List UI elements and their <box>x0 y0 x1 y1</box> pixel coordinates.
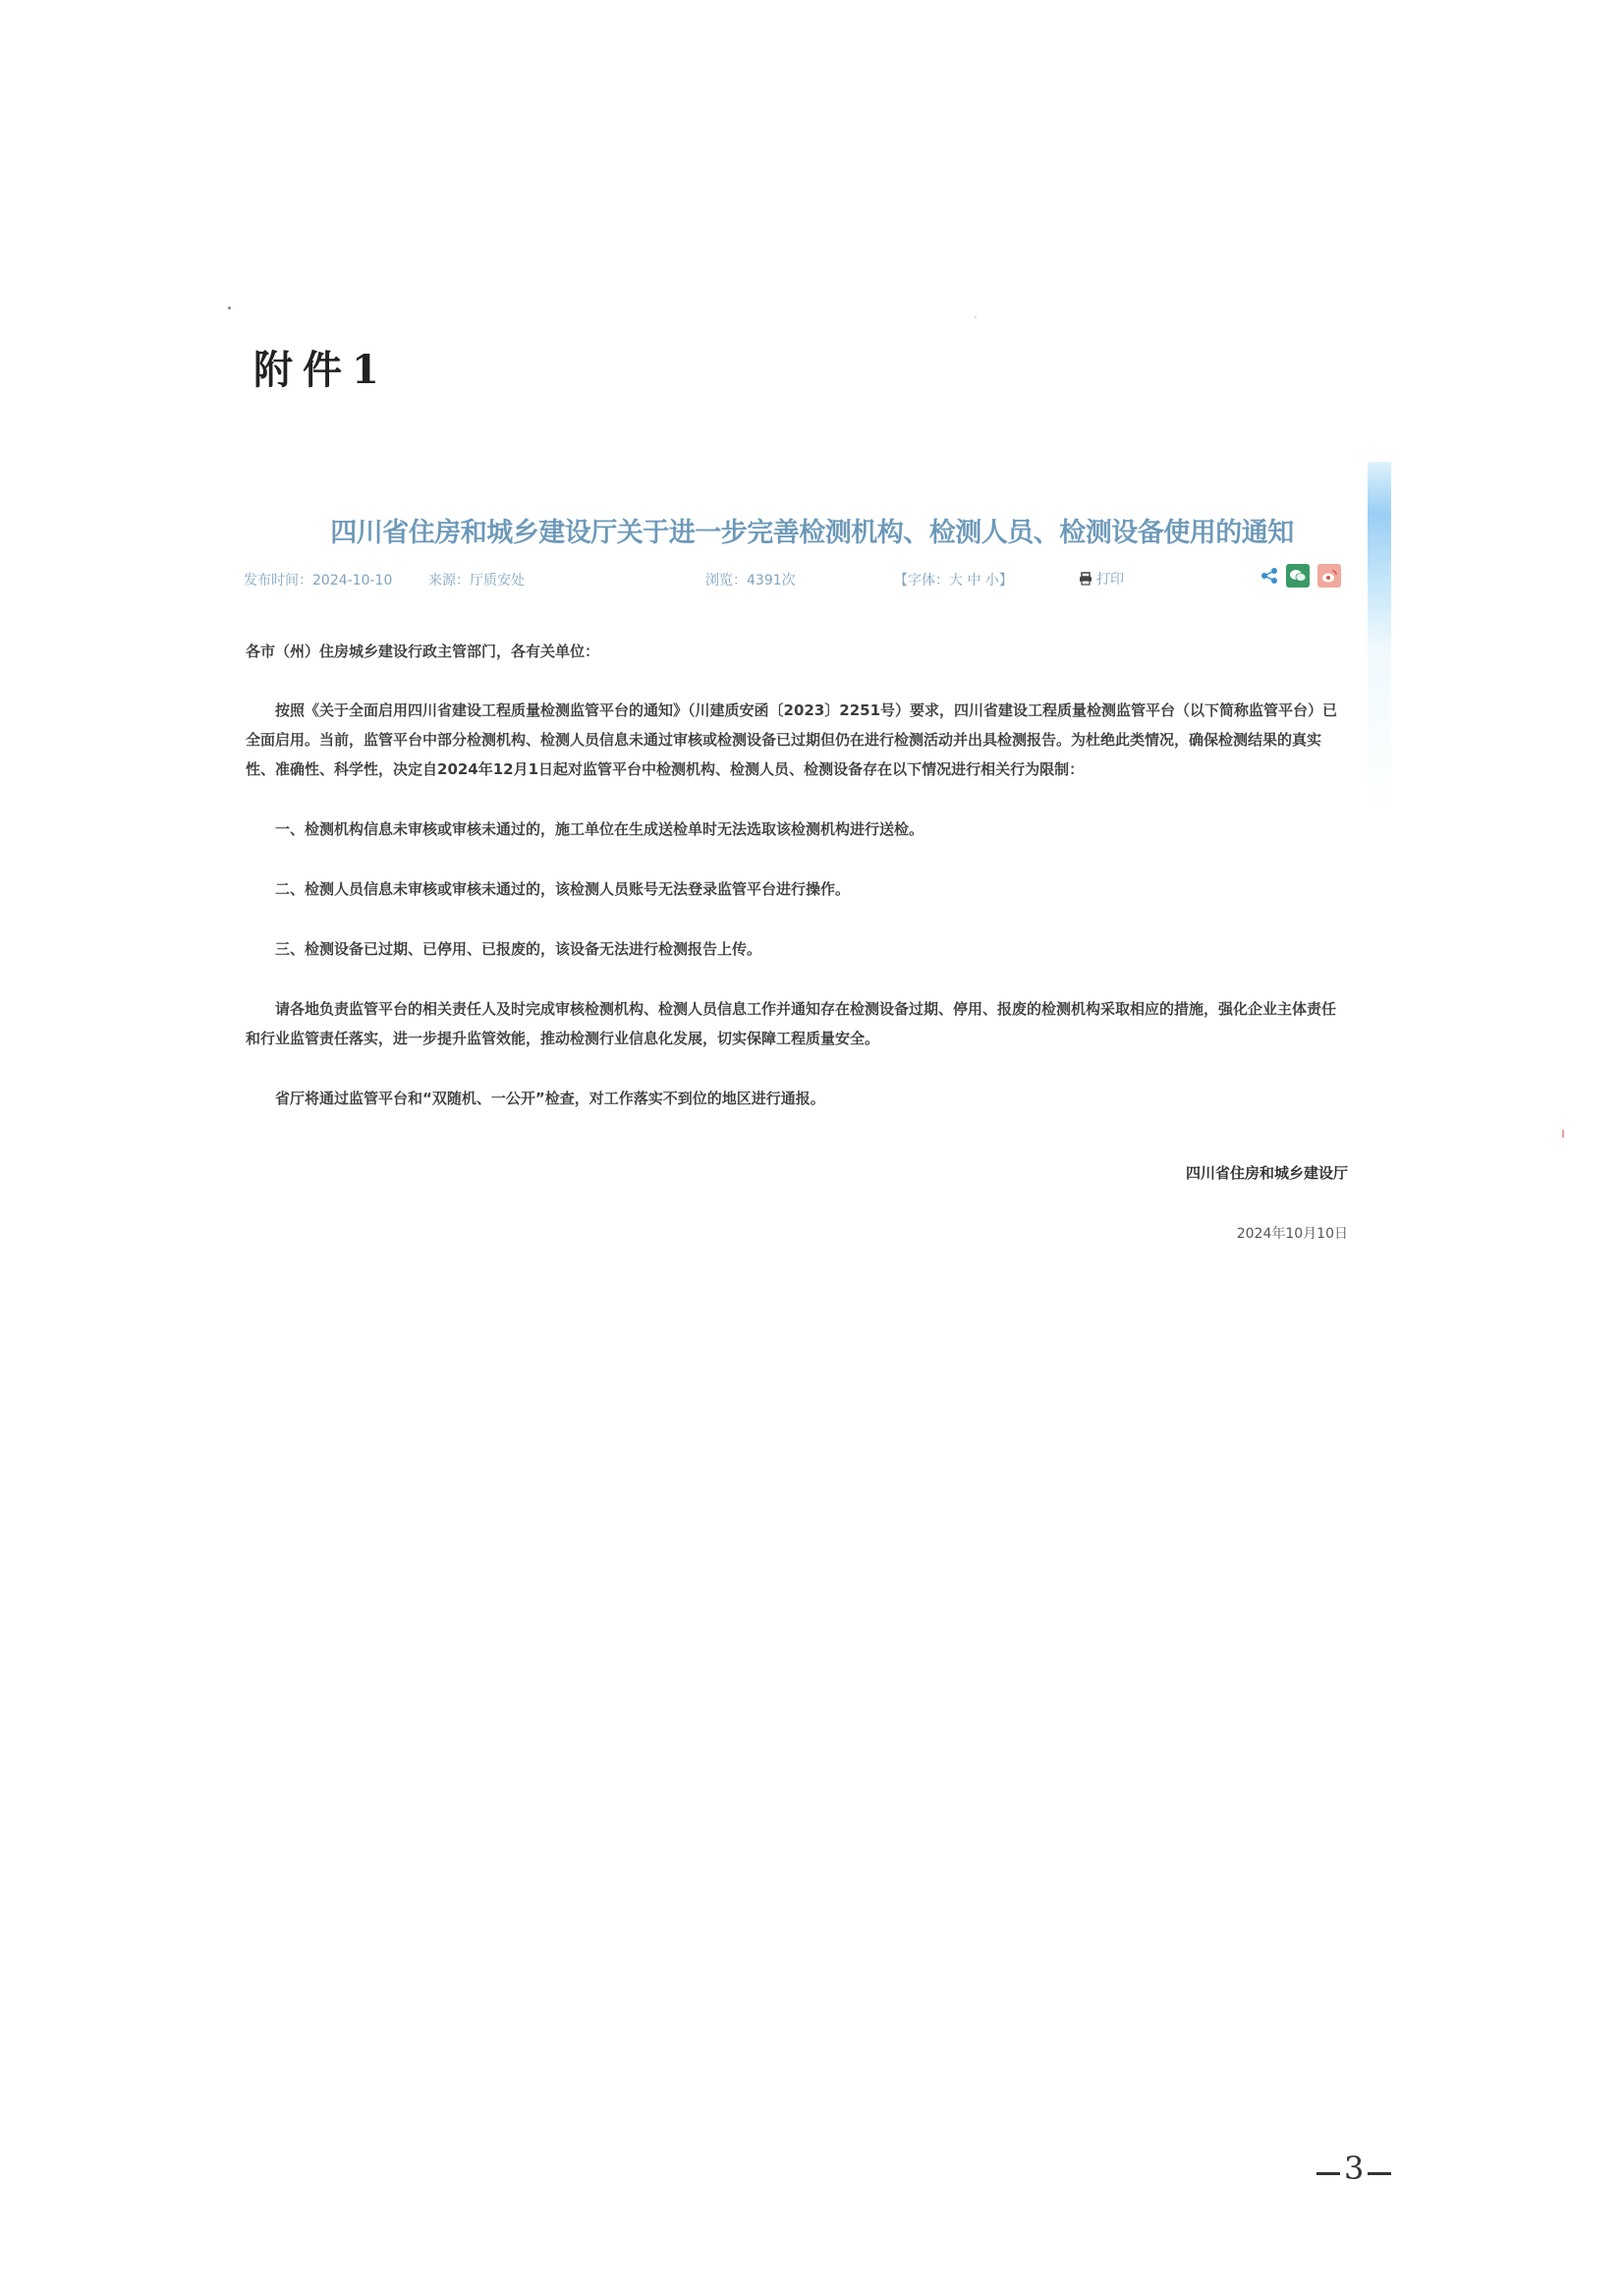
body-paragraph: 按照《关于全面启用四川省建设工程质量检测监管平台的通知》（川建质安函〔2023〕2251号）要求，四川省建设工程质量检测监管平台（以下简称监管平台）已全面启用。当前，监管平台中部分检测机构、检测人员信息未通过审核或检测设备已过期但仍在进行检测活动并出具检测报告。为杜绝此类情况，确保检测结果的真实性、准确性、科学性，决定自2024年12月1日起对监管平台中检测机构、检测人员、检测设备存在以下情况进行相关行为限制： <box>246 701 1338 778</box>
article-title: 四川省住房和城乡建设厅关于进一步完善检测机构、检测人员、检测设备使用的通知 <box>330 518 1294 548</box>
article-body <box>246 637 1348 1144</box>
rule-item-2: 二、检测人员信息未审核或审核未通过的，该检测人员账号无法登录监管平台进行操作。 <box>275 880 851 898</box>
publish-time: 发布时间：2024-10-10 <box>244 573 393 588</box>
scan-artifact <box>1562 1130 1564 1138</box>
share-buttons <box>1260 564 1341 588</box>
scan-artifact <box>228 307 231 309</box>
weibo-icon[interactable] <box>1317 564 1341 588</box>
signature-issuer: 四川省住房和城乡建设厅 <box>1185 1164 1348 1182</box>
attachment-label: 附件1 <box>253 347 389 393</box>
page-dash-left <box>1316 2172 1340 2175</box>
body-paragraph: 省厅将通过监管平台和“双随机、一公开”检查，对工作落实不到位的地区进行通报。 <box>275 1090 825 1107</box>
rule-item-3: 三、检测设备已过期、已停用、已报废的，该设备无法进行检测报告上传。 <box>275 940 762 958</box>
article-meta-row <box>244 568 1354 597</box>
wechat-icon[interactable] <box>1286 564 1310 588</box>
view-count: 浏览：4391次 <box>705 573 796 588</box>
page-dash-right <box>1368 2172 1391 2175</box>
page-number <box>1316 2150 1391 2187</box>
salutation: 各市（州）住房城乡建设行政主管部门，各有关单位： <box>246 643 600 660</box>
page-number-value: 3 <box>1344 2150 1365 2187</box>
printer-icon <box>1079 572 1092 586</box>
article-source: 来源：厅质安处 <box>428 573 525 588</box>
font-size-selector[interactable]: 【字体：大 中 小】 <box>894 573 1013 588</box>
body-paragraph: 请各地负责监管平台的相关责任人及时完成审核检测机构、检测人员信息工作并通知存在检测设备过期、停用、报废的检测机构采取相应的措施，强化企业主体责任和行业监管责任落实，进一步提升监管效能，推动检测行业信息化发展，切实保障工程质量安全。 <box>246 1000 1337 1047</box>
print-label: 打印 <box>1096 572 1124 588</box>
rule-item-1: 一、检测机构信息未审核或审核未通过的，施工单位在生成送检单时无法选取该检测机构进行送检。 <box>275 820 924 838</box>
share-icon[interactable] <box>1260 567 1278 585</box>
print-button[interactable] <box>1079 569 1124 588</box>
signature-date: 2024年10月10日 <box>1236 1226 1348 1242</box>
scan-artifact <box>975 316 977 318</box>
